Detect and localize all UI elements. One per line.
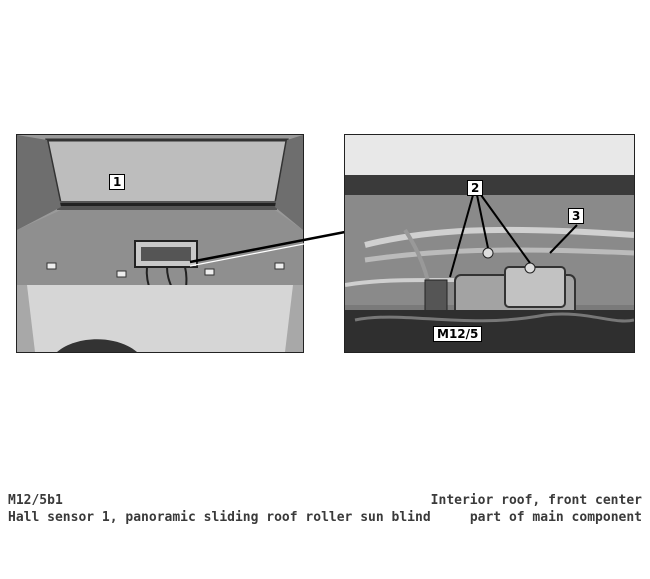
location-caption — [431, 492, 642, 526]
callout-2: 2 — [467, 180, 483, 196]
callout-1: 1 — [109, 174, 125, 190]
component-detail-illustration — [345, 135, 634, 352]
component-caption — [8, 492, 431, 526]
callout-m12-5: M12/5 — [433, 326, 482, 342]
location-line-1: Interior roof, front center — [430, 493, 642, 508]
component-detail-photo — [344, 134, 635, 353]
component-description: Hall sensor 1, panoramic sliding roof roller sun blind — [8, 510, 431, 525]
location-line-2: part of main component — [469, 510, 642, 525]
callout-3: 3 — [568, 208, 584, 224]
component-code: M12/5b1 — [8, 493, 63, 508]
